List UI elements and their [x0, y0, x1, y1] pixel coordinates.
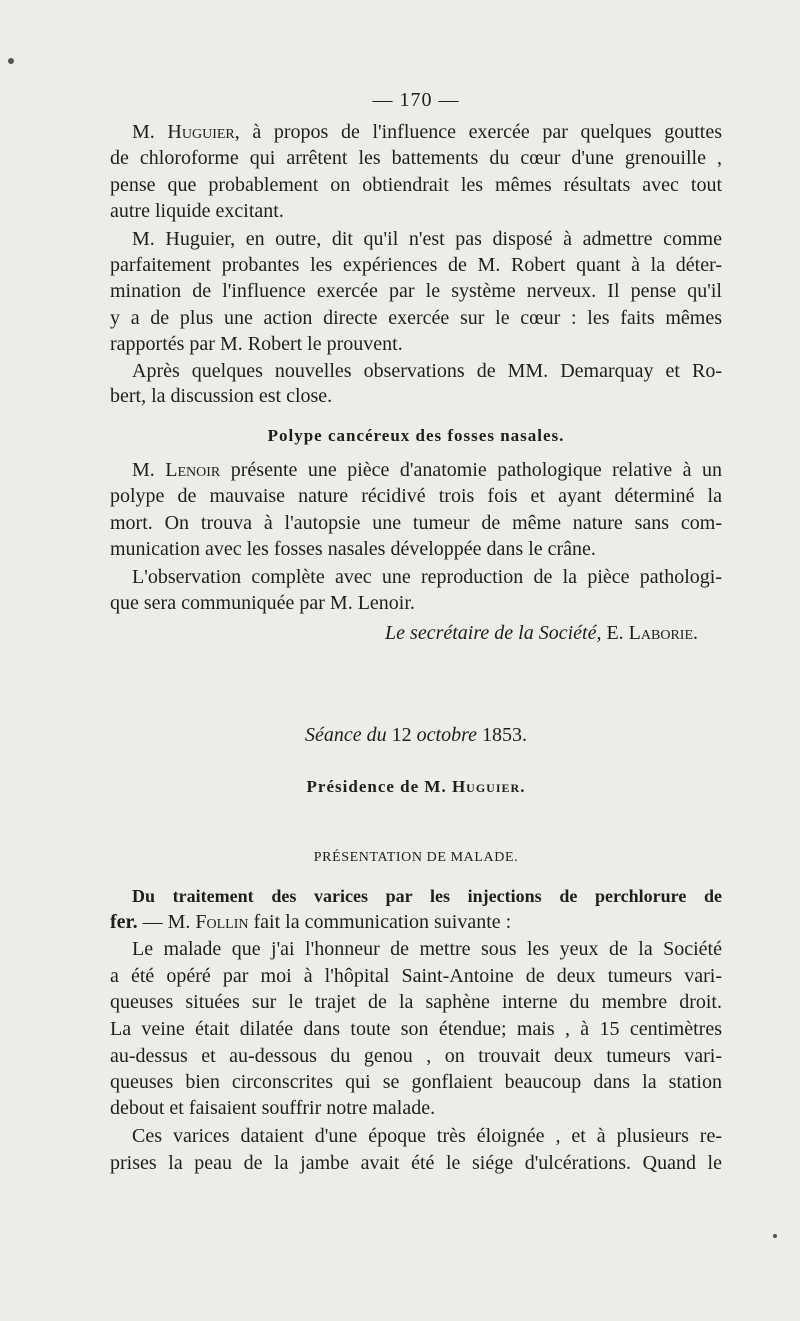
text-line: prises la peau de la jambe avait été le siége d'ulcérations. Quand le: [110, 1152, 722, 1174]
text-segment: Présidence de M.: [306, 777, 452, 796]
text-line: mort. On trouva à l'autopsie une tumeur de même nature sans com-: [110, 512, 722, 534]
text-segment: M.: [132, 459, 166, 481]
text-line: Du traitement des varices par les injections de perchlorure de: [132, 886, 722, 906]
date-year: 1853.: [482, 724, 527, 746]
text-line: queuses situées sur le trajet de la saphène interne du membre droit.: [110, 991, 722, 1013]
person-name: Laborie: [628, 622, 693, 644]
text-line: rapportés par M. Robert le prouvent.: [110, 333, 403, 355]
text-line: y a de plus une action directe exercée sur le cœur : les faits mêmes: [110, 307, 722, 329]
text-line: a été opéré par moi à l'hôpital Saint-Antoine de deux tumeurs vari-: [110, 965, 722, 987]
session-date: [110, 722, 722, 748]
section-label: PRÉSENTATION DE MALADE.: [313, 850, 519, 865]
text-segment: .: [520, 777, 526, 796]
text-segment: — M.: [137, 911, 196, 933]
text-segment: .: [693, 622, 698, 644]
text-line: debout et faisaient souffrir notre malade.: [110, 1097, 436, 1119]
text-line: parfaitement probantes les expériences de M. Robert quant à la déter-: [110, 254, 722, 276]
text-line: La veine était dilatée dans toute son étendue; mais , à 15 centimètres: [110, 1018, 722, 1040]
text-line: polype de mauvaise nature récidivé trois fois et ayant déterminé la: [110, 485, 722, 507]
text-segment: , E.: [596, 622, 629, 644]
text-segment: M.: [132, 121, 168, 143]
person-name: Huguier: [167, 121, 235, 143]
person-name: Huguier: [451, 777, 521, 796]
text-segment: Séance du: [305, 724, 392, 746]
text-line: M. Huguier, en outre, dit qu'il n'est pas disposé à admettre comme: [132, 228, 722, 250]
text-line: [110, 909, 722, 935]
signature-title: Le secrétaire de la Société: [385, 622, 597, 644]
text-line: [132, 457, 722, 483]
text-line: L'observation complète avec une reproduction de la pièce pathologi-: [132, 566, 722, 588]
text-line: que sera communiquée par M. Lenoir.: [110, 592, 415, 614]
text-segment: octobre: [411, 724, 482, 746]
signature: [110, 620, 698, 646]
text-line: bert, la discussion est close.: [110, 385, 333, 407]
page-number: — 170 —: [372, 89, 460, 111]
scan-speck: [8, 58, 14, 64]
date-day: 12: [391, 724, 412, 746]
text-line: Ces varices dataient d'une époque très éloignée , et à plusieurs re-: [132, 1125, 722, 1147]
text-line: Après quelques nouvelles observations de MM. Demarquay et Ro-: [132, 360, 722, 382]
text-line: queuses bien circonscrites qui se gonflaient beaucoup dans la station: [110, 1071, 722, 1093]
text-line: autre liquide excitant.: [110, 200, 284, 222]
text-line: de chloroforme qui arrêtent les battements du cœur d'une grenouille ,: [110, 147, 722, 169]
person-name: Follin: [195, 911, 249, 933]
text-line: [132, 119, 722, 145]
section-heading: Polype cancéreux des fosses nasales.: [267, 426, 565, 445]
scan-speck: [773, 1234, 777, 1238]
text-segment: fait la communication suivante :: [248, 911, 512, 933]
person-name: Lenoir: [165, 459, 221, 481]
text-line: munication avec les fosses nasales développée dans le crâne.: [110, 538, 596, 560]
text-segment: , à propos de l'influence exercée par quelques gouttes: [234, 121, 722, 143]
text-segment: présente une pièce d'anatomie pathologique relative à un: [220, 459, 722, 481]
text-line: mination de l'influence exercée par le système nerveux. Il pense qu'il: [110, 280, 722, 302]
text-segment: fer.: [110, 911, 138, 933]
text-line: Le malade que j'ai l'honneur de mettre sous les yeux de la Société: [132, 938, 722, 960]
presidence-heading: [110, 774, 722, 800]
text-line: pense que probablement on obtiendrait les mêmes résultats avec tout: [110, 174, 722, 196]
text-line: au-dessus et au-dessous du genou , on trouvait deux tumeurs vari-: [110, 1045, 722, 1067]
